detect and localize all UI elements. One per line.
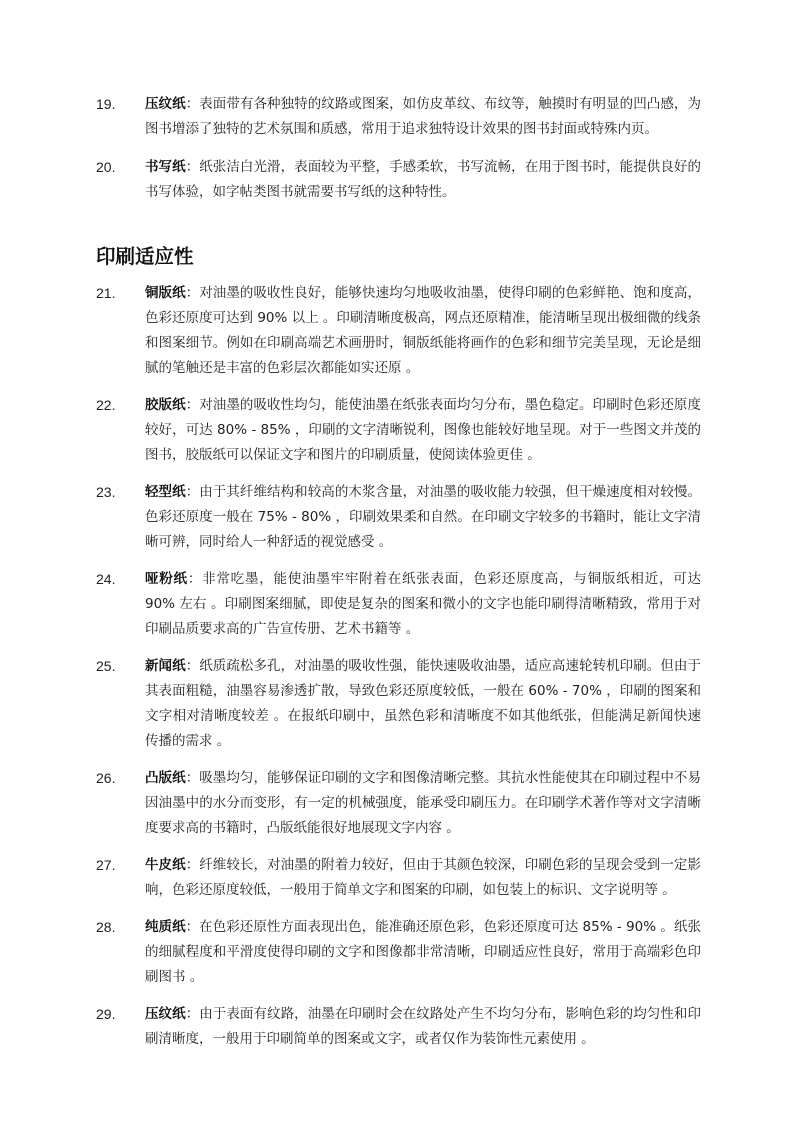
list-term: 纯质纸 (145, 919, 186, 935)
list-item (96, 915, 701, 990)
list-number: 25. (96, 658, 116, 674)
list-bottom (0, 281, 794, 1052)
list-item (96, 281, 701, 381)
list-text: 在色彩还原性方面表现出色，能准确还原色彩，色彩还原度可达 85% - 90% 。纸张的细腻程度和平滑度使得印刷的文字和图像都非常清晰，印刷适应性良好，常用于高端彩色印刷图书 。 (145, 919, 702, 985)
list-item (96, 766, 701, 841)
list-term: 新闻纸 (145, 658, 186, 674)
list-separator: ： (185, 484, 200, 500)
list-text: 纤维较长，对油墨的附着力较好，但由于其颜色较深，印刷色彩的呈现会受到一定影响，色彩还原度较低，一般用于简单文字和图案的印刷，如包装上的标识、文字说明等 。 (145, 857, 701, 898)
list-text: 对油墨的吸收性良好，能够快速均匀地吸收油墨，使得印刷的色彩鲜艳、饱和度高，色彩还原度可达到 90% 以上 。印刷清晰度极高，网点还原精准，能清晰呈现出极细微的线条和图案细节。例如在印刷高端艺术画册时，铜版纸能将画作的色彩和细节完美呈现，无论是细腻的笔触还是丰富的色彩层次都能如实还原 。 (145, 285, 701, 376)
list-number: 28. (96, 919, 116, 935)
list-term: 凸版纸 (145, 770, 186, 786)
list-separator: ： (185, 397, 200, 413)
list-number: 29. (96, 1006, 116, 1022)
list-number: 22. (96, 397, 116, 413)
list-text: 表面带有各种独特的纹路或图案，如仿皮革纹、布纹等，触摸时有明显的凹凸感，为图书增添了独特的艺术氛围和质感，常用于追求独特设计效果的图书封面或特殊内页。 (145, 96, 701, 137)
list-term: 胶版纸 (145, 397, 186, 413)
list-separator: ： (185, 285, 200, 301)
list-separator: ： (185, 658, 200, 674)
list-separator: ： (187, 571, 203, 587)
list-item (96, 155, 701, 205)
list-separator: ： (185, 1006, 200, 1022)
list-number: 19. (96, 96, 116, 112)
list-term: 铜版纸 (145, 285, 186, 301)
list-text: 非常吃墨，能使油墨牢牢附着在纸张表面，色彩还原度高，与铜版纸相近，可达 90% 左右 。印刷图案细腻，即使是复杂的图案和微小的文字也能印刷得清晰精致，常用于对印刷品质要求高的广告宣传册、艺术书籍等 。 (145, 571, 702, 637)
list-text: 由于表面有纹路，油墨在印刷时会在纹路处产生不均匀分布，影响色彩的均匀性和印刷清晰度，一般用于印刷简单的图案或文字，或者仅作为装饰性元素使用 。 (145, 1006, 701, 1047)
list-item (96, 1002, 701, 1052)
list-item (96, 92, 701, 142)
list-term: 轻型纸 (145, 484, 186, 500)
section-heading: 印刷适应性 (96, 245, 194, 268)
list-separator: ： (185, 770, 200, 786)
list-separator: ： (185, 159, 200, 175)
list-text: 吸墨均匀，能够保证印刷的文字和图像清晰完整。其抗水性能使其在印刷过程中不易因油墨中的水分而变形，有一定的机械强度，能承受印刷压力。在印刷学术著作等对文字清晰度要求高的书籍时，凸版纸能很好地展现文字内容 。 (145, 770, 701, 836)
list-text: 纸张洁白光滑，表面较为平整，手感柔软，书写流畅，在用于图书时，能提供良好的书写体验，如字帖类图书就需要书写纸的这种特性。 (145, 159, 701, 200)
list-separator: ： (185, 919, 200, 935)
list-number: 21. (96, 285, 116, 301)
list-term: 压纹纸 (145, 96, 186, 112)
list-item (96, 654, 701, 754)
list-separator: ： (185, 857, 200, 873)
list-number: 27. (96, 857, 116, 873)
list-item (96, 393, 701, 468)
list-number: 26. (96, 770, 116, 786)
list-text: 由于其纤维结构和较高的木浆含量，对油墨的吸收能力较强，但干燥速度相对较慢。色彩还原度一般在 75% - 80% ，印刷效果柔和自然。在印刷文字较多的书籍时，能让文字清晰可辨，同时给人一种舒适的视觉感受 。 (145, 484, 701, 550)
list-item (96, 480, 701, 555)
list-term: 哑粉纸 (145, 571, 188, 587)
list-term: 书写纸 (145, 159, 186, 175)
list-text: 纸质疏松多孔，对油墨的吸收性强，能快速吸收油墨，适应高速轮转机印刷。但由于其表面粗糙，油墨容易渗透扩散，导致色彩还原度较低，一般在 60% - 70% ，印刷的图案和文字相对清晰度较差 。在报纸印刷中，虽然色彩和清晰度不如其他纸张，但能满足新闻快速传播的需求 。 (145, 658, 701, 749)
list-text: 对油墨的吸收性均匀，能使油墨在纸张表面均匀分布，墨色稳定。印刷时色彩还原度较好，可达 80% - 85% ，印刷的文字清晰锐利，图像也能较好地呈现。对于一些图文并茂的图书，胶版纸可以保证文字和图片的印刷质量，使阅读体验更佳 。 (145, 397, 701, 463)
list-item (96, 853, 701, 903)
list-separator: ： (185, 96, 200, 112)
list-number: 20. (96, 159, 116, 175)
list-term: 牛皮纸 (145, 857, 186, 873)
list-number: 24. (96, 571, 116, 587)
list-term: 压纹纸 (145, 1006, 186, 1022)
list-item (96, 567, 701, 642)
list-number: 23. (96, 484, 116, 500)
list-top (0, 92, 794, 205)
